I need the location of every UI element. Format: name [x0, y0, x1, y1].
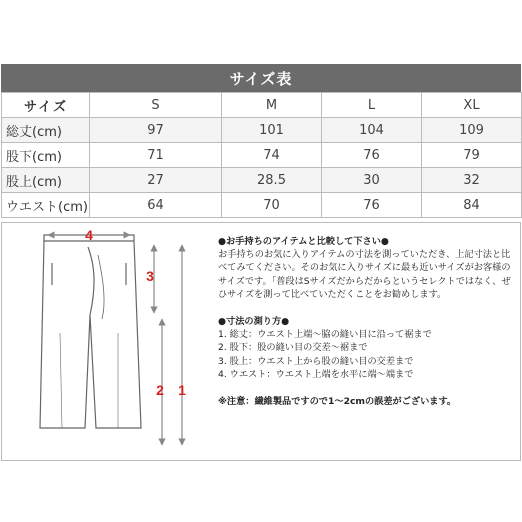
compare-heading: ●お手持ちのアイテムと比較して下さい● — [218, 236, 389, 247]
table-cell: 32 — [422, 168, 522, 193]
table-cell: 74 — [222, 143, 322, 168]
list-item: 3. 股上：ウエスト上から股の縫い目の交差まで — [218, 355, 414, 367]
table-row — [2, 193, 522, 218]
size-table — [1, 92, 522, 218]
compare-text: お手持ちのお気に入りアイテムの寸法を測っていただき、上記寸法と比べてみてください。そのお気に入りサイズに最も近いサイズがお客様のサイズです。｢普段はSサイズだからだからというセレクトではなく、ぜひサイズを測って比べていただくことをお勧めします。 — [218, 249, 511, 300]
table-cell: 71 — [90, 143, 222, 168]
caution-text: ※注意：繊維製品ですので1～2cmの誤差がございます。 — [218, 396, 457, 408]
length-label: 1 — [178, 382, 186, 398]
table-cell: 76 — [322, 143, 422, 168]
pants-diagram — [2, 223, 212, 460]
list-item: 2. 股下：股の縫い目の交差～裾まで — [218, 342, 368, 354]
header-s: S — [90, 93, 222, 118]
table-cell: 97 — [90, 118, 222, 143]
header-size: サイズ — [2, 93, 90, 118]
list-item: 4. ウエスト：ウエスト上端を水平に端～端まで — [218, 368, 414, 380]
table-cell: 64 — [90, 193, 222, 218]
table-header-row — [2, 93, 522, 118]
header-m: M — [222, 93, 322, 118]
table-cell: 76 — [322, 193, 422, 218]
size-notes — [218, 235, 516, 408]
row-label: ウエスト(cm) — [2, 193, 90, 218]
measurement-panel — [1, 222, 521, 461]
header-l: L — [322, 93, 422, 118]
table-cell: 30 — [322, 168, 422, 193]
table-cell: 101 — [222, 118, 322, 143]
row-label: 股下(cm) — [2, 143, 90, 168]
table-cell: 104 — [322, 118, 422, 143]
measure-heading: ●寸法の測り方● — [218, 316, 290, 328]
table-cell: 70 — [222, 193, 322, 218]
table-cell: 109 — [422, 118, 522, 143]
table-row — [2, 118, 522, 143]
measure-list — [218, 328, 516, 381]
table-cell: 27 — [90, 168, 222, 193]
list-item: 1. 総丈：ウエスト上端～脇の縫い目に沿って裾まで — [218, 329, 432, 341]
header-xl: XL — [422, 93, 522, 118]
table-row — [2, 168, 522, 193]
rise-label: 3 — [146, 268, 154, 284]
table-row — [2, 143, 522, 168]
table-cell: 79 — [422, 143, 522, 168]
table-cell: 84 — [422, 193, 522, 218]
size-chart-title: サイズ表 — [1, 64, 521, 92]
pants-outline — [40, 235, 141, 428]
inseam-label: 2 — [156, 382, 164, 398]
row-label: 股上(cm) — [2, 168, 90, 193]
table-cell: 28.5 — [222, 168, 322, 193]
waist-label: 4 — [85, 227, 93, 243]
row-label: 総丈(cm) — [2, 118, 90, 143]
